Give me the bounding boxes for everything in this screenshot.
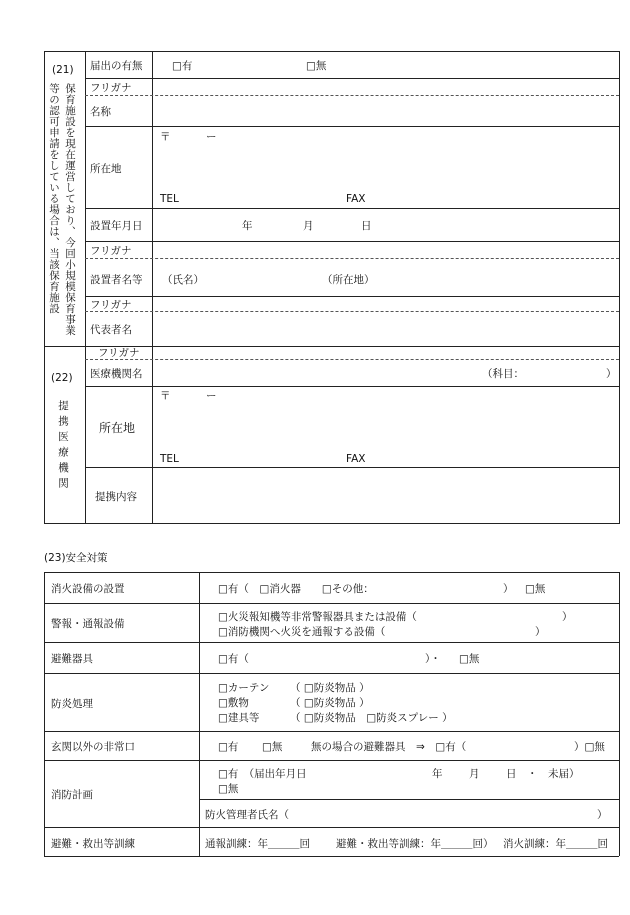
founder-name-field[interactable]: （氏名） (162, 274, 204, 286)
fire-plan-no[interactable]: □無 (218, 783, 239, 795)
safety-right-border (619, 572, 620, 856)
section-22-number: (22) (51, 372, 73, 384)
safety-left-border (44, 572, 45, 856)
tel-label: TEL (160, 193, 179, 205)
alarm-label: 警報・通報設備 (51, 618, 125, 630)
fire-manager-field[interactable]: 防火管理者氏名（ (205, 809, 289, 821)
upper-col-divider-2 (152, 51, 153, 524)
established-label: 設置年月日 (90, 220, 143, 232)
evacuation-equipment-label: 避難器具 (51, 653, 93, 665)
postal-mark: 〒 (160, 131, 171, 143)
rug-flameproof[interactable]: （ □防炎物品 ） (290, 697, 370, 709)
fire-extinguisher-label: 消火設備の設置 (51, 583, 125, 595)
facility-address-label: 所在地 (90, 163, 122, 175)
rug-checkbox[interactable]: □敷物 (218, 697, 249, 709)
established-year: 年 (242, 220, 253, 232)
upper-right-border (619, 51, 620, 524)
report-device-option[interactable]: □消防機関へ火災を通報する設備（ (218, 626, 386, 638)
exit-yes-checkbox[interactable]: □有 (218, 741, 239, 753)
exit-no-checkbox[interactable]: □無 (262, 741, 283, 753)
section-21-heading-col1: 保育施設を現在運営しており、今回小規模保育事業 (64, 83, 76, 336)
report-drill-field[interactable]: 通報訓練：年＿＿＿回 (205, 838, 310, 850)
representative-label: 代表者名 (90, 324, 132, 336)
med-fax-label: FAX (346, 453, 366, 465)
safety-col-divider (199, 572, 200, 856)
med-address-label: 所在地 (99, 421, 136, 435)
upper-bottom-border (44, 523, 619, 524)
extinguisher-options[interactable]: □有（ □消火器 □その他： (218, 583, 374, 595)
fire-plan-label: 消防計画 (51, 789, 93, 801)
partner-content-label: 提携内容 (95, 491, 137, 503)
notify-no-checkbox[interactable]: □無 (306, 60, 327, 72)
med-furigana-label: フリガナ (98, 347, 140, 359)
fire-plan-unfiled[interactable]: 日 ・ 未届） (506, 768, 580, 780)
exit-alt-equipment[interactable]: 無の場合の避難器具 ⇒ □有（ (311, 741, 467, 753)
fire-plan-yes[interactable]: □有 （届出年月日 (218, 768, 307, 780)
evac-no-checkbox[interactable]: □無 (459, 653, 480, 665)
med-name-label: 医療機関名 (90, 368, 143, 380)
med-postal-dash: ー (206, 390, 217, 402)
fittings-flameproof[interactable]: （ □防炎物品 □防炎スプレー ） (290, 712, 453, 724)
founder-furigana-label: フリガナ (90, 245, 132, 257)
med-subject-close: ） (606, 368, 617, 380)
fax-label: FAX (346, 193, 366, 205)
section-22-heading: 提携医療機関 (57, 400, 69, 493)
fittings-checkbox[interactable]: □建具等 (218, 712, 260, 724)
emergency-exit-label: 玄関以外の非常口 (51, 741, 135, 753)
curtain-checkbox[interactable]: □カーテン (218, 682, 270, 694)
furigana-label: フリガナ (90, 82, 132, 94)
drill-label: 避難・救出等訓練 (51, 838, 135, 850)
section-21-heading-col2: 等の認可申請をしている場合は、当該保育施設 (48, 83, 60, 314)
flameproof-label: 防炎処理 (51, 698, 93, 710)
rep-furigana-label: フリガナ (90, 299, 132, 311)
upper-top-border (44, 51, 619, 52)
founder-label: 設置者名等 (90, 274, 143, 286)
fire-drill-field[interactable]: 消火訓練：年＿＿＿回 (503, 838, 608, 850)
upper-left-border (44, 51, 45, 524)
exit-alt-no-checkbox[interactable]: ）□無 (574, 741, 605, 753)
facility-name-label: 名称 (90, 106, 111, 118)
established-day: 日 (361, 220, 372, 232)
med-postal-mark: 〒 (160, 390, 171, 402)
established-month: 月 (303, 220, 314, 232)
notify-yes-checkbox[interactable]: □有 (172, 60, 193, 72)
founder-address-field[interactable]: （所在地） (322, 274, 375, 286)
upper-col-divider-1 (85, 51, 86, 524)
evac-yes-checkbox[interactable]: □有（ (218, 653, 249, 665)
section-23-title: (23)安全対策 (44, 552, 108, 564)
notify-label: 届出の有無 (90, 60, 143, 72)
evac-drill-field[interactable]: 避難・救出等訓練：年＿＿＿回） (336, 838, 494, 850)
med-tel-label: TEL (160, 453, 179, 465)
postal-dash: ー (206, 131, 217, 143)
curtain-flameproof[interactable]: （ □防炎物品 ） (290, 682, 370, 694)
section-21-number: (21) (52, 64, 74, 76)
extinguisher-no-checkbox[interactable]: □無 (525, 583, 546, 595)
alarm-device-option[interactable]: □火災報知機等非常警報器具または設備（ (218, 611, 417, 623)
med-subject-field[interactable]: （科目： (482, 368, 524, 380)
